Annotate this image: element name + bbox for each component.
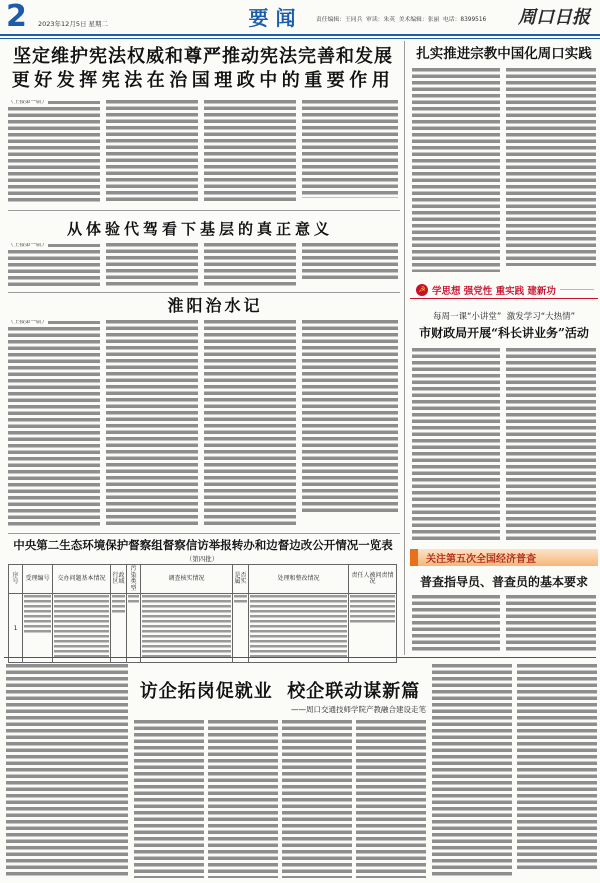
masthead-rule	[0, 34, 600, 36]
cell-text	[112, 595, 125, 615]
census-banner-label: 关注第五次全国经济普查	[426, 554, 536, 565]
constitution-body-column	[8, 100, 100, 204]
employment-headline: 访企拓岗促就业 校企联动谋新篇	[139, 681, 421, 702]
huaiyang-headline: 淮阳治水记	[167, 296, 263, 315]
table-cell	[349, 594, 397, 663]
editor-credits: 责任编辑：王同兵 审读：朱英 美术编辑：张丽 电话：8399516	[316, 17, 487, 23]
employment-body-column	[282, 720, 352, 878]
cell-text	[350, 595, 395, 625]
column-header: 是否属实	[233, 565, 249, 594]
constitution-body-column	[204, 100, 296, 204]
census-body-column	[506, 595, 596, 653]
column-header: 序号	[9, 565, 23, 594]
designated-driver-body-column	[8, 243, 100, 288]
continued-from-page-1: （上接第一版）	[8, 320, 48, 325]
cell-text	[128, 595, 139, 605]
table-cell	[127, 594, 141, 663]
section-divider	[8, 210, 400, 211]
huaiyang-body-column	[204, 320, 296, 528]
section-divider	[8, 533, 400, 534]
section-divider	[8, 292, 400, 293]
religion-headline: 扎实推进宗教中国化周口实践	[416, 46, 592, 62]
employment-body-column	[134, 720, 204, 878]
text-line	[48, 101, 100, 104]
table-row	[9, 594, 397, 663]
table-cell	[53, 594, 111, 663]
cell-text	[54, 595, 109, 660]
religion-body-column	[412, 68, 500, 272]
designated-driver-body-column	[302, 243, 398, 282]
table-header-row	[9, 565, 397, 594]
designated-driver-body-column	[204, 243, 296, 288]
huaiyang-body-column	[106, 320, 198, 528]
employment-body-column	[6, 664, 128, 878]
huaiyang-body-column	[8, 320, 100, 528]
cell-text	[234, 595, 247, 605]
census-banner	[410, 549, 598, 566]
bottom-section-divider	[4, 657, 596, 658]
continued-from-page-1: （上接第一版）	[8, 100, 48, 105]
text-line	[48, 244, 100, 247]
finance-body-column	[412, 348, 500, 543]
finance-headline: 市财政局开展“科长讲业务”活动	[419, 326, 589, 340]
cell-text	[142, 595, 231, 660]
table-cell	[141, 594, 233, 663]
employment-body-column	[208, 720, 278, 878]
constitution-body-column	[302, 100, 398, 198]
column-divider	[404, 41, 405, 655]
body-text	[8, 250, 100, 289]
census-headline: 普查指导员、普查员的基本要求	[419, 575, 588, 589]
employment-body-column	[517, 664, 597, 872]
inspection-table	[8, 564, 397, 663]
column-header: 责任人被问责情况	[349, 565, 397, 594]
masthead-rule-thin	[0, 38, 600, 39]
huaiyang-body-column	[302, 320, 398, 515]
column-header: 调查核实情况	[141, 565, 233, 594]
page-number: 2	[6, 0, 27, 34]
column-header: 受理编号	[23, 565, 53, 594]
column-header: 污染类型	[127, 565, 141, 594]
column-header: 处理和整改情况	[249, 565, 349, 594]
employment-body-column	[432, 664, 512, 878]
column-header: 交办问题基本情况	[53, 565, 111, 594]
census-body-column	[412, 595, 500, 653]
section-title: 要 闻	[248, 6, 296, 30]
banner-rule	[560, 289, 594, 290]
table-cell-serial: 1	[9, 594, 23, 663]
religion-body-column	[506, 68, 596, 266]
cell-text	[24, 595, 51, 635]
constitution-headline-line2: 更好发挥宪法在治国理政中的重要作用	[11, 70, 395, 91]
inspection-table-title: 中央第二生态环境保护督察组督察信访举报转办和边督边改公开情况一览表	[13, 538, 393, 552]
finance-body-column	[506, 348, 596, 543]
body-text	[8, 327, 100, 529]
constitution-body-column	[106, 100, 198, 204]
table-cell	[111, 594, 127, 663]
employment-body-column	[356, 720, 426, 878]
newspaper-logo: 周口日报	[518, 7, 590, 28]
designated-driver-body-column	[106, 243, 198, 288]
designated-driver-headline: 从体验代驾看下基层的真正意义	[66, 220, 333, 238]
party-emblem-icon: ☭	[416, 284, 428, 296]
banner-accent-block	[410, 549, 418, 566]
inspection-table-batch: （第四批）	[185, 555, 219, 563]
text-line	[48, 321, 100, 324]
table-cell	[249, 594, 349, 663]
theme-education-banner	[410, 281, 598, 299]
issue-date: 2023年12月5日 星期二	[38, 20, 109, 28]
body-text	[8, 107, 100, 205]
cell-text	[250, 595, 347, 660]
table-cell	[23, 594, 53, 663]
constitution-headline-line1: 坚定维护宪法权威和尊严推动宪法完善和发展	[13, 46, 393, 67]
theme-slogan: 学思想 强党性 重实践 建新功	[432, 285, 556, 297]
employment-subtitle: ——周口交通技师学院产教融合建设走笔	[291, 705, 426, 714]
column-header: 行政区域	[111, 565, 127, 594]
finance-kicker: 每周一课“小讲堂” 激发学习“大热情”	[432, 312, 576, 322]
table-cell	[233, 594, 249, 663]
continued-from-page-1: （上接第一版）	[8, 243, 48, 248]
